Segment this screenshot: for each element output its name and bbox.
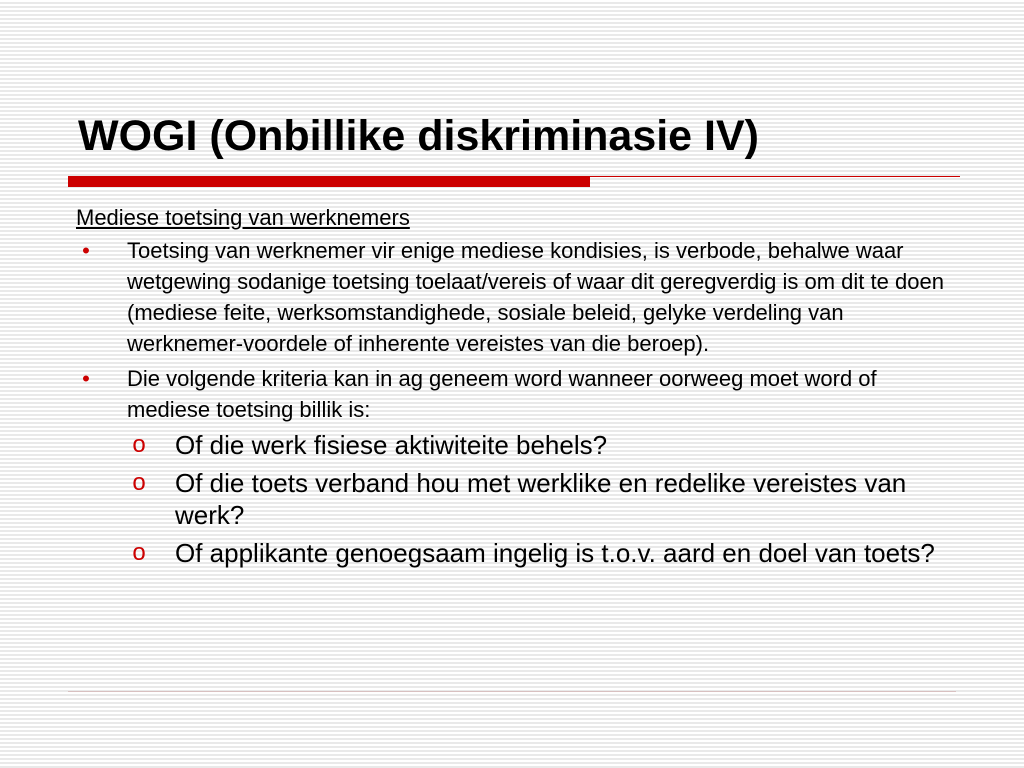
slide-title: WOGI (Onbillike diskriminasie IV) bbox=[78, 112, 759, 160]
bullet-text: Die volgende kriteria kan in ag geneem word wanneer oorweeg moet word of mediese toetsing billik is: bbox=[127, 366, 877, 422]
slide-body bbox=[76, 202, 956, 575]
sub-bullet-marker: o bbox=[132, 539, 146, 566]
bullet-item bbox=[76, 235, 956, 359]
sub-bullet-list bbox=[76, 429, 956, 569]
sub-bullet-item bbox=[76, 537, 956, 569]
sub-bullet-item bbox=[76, 429, 956, 461]
sub-bullet-marker: o bbox=[132, 469, 146, 496]
title-underline-thin bbox=[590, 176, 960, 177]
bullet-marker: • bbox=[82, 366, 90, 391]
sub-bullet-text: Of applikante genoegsaam ingelig is t.o.v. aard en doel van toets? bbox=[175, 538, 935, 568]
sub-bullet-item bbox=[76, 467, 956, 531]
bullet-marker: • bbox=[82, 238, 90, 263]
section-subheading: Mediese toetsing van werknemers bbox=[76, 205, 410, 230]
sub-bullet-text: Of die toets verband hou met werklike en redelike vereistes van werk? bbox=[175, 468, 907, 530]
footer-divider bbox=[68, 691, 956, 692]
sub-bullet-text: Of die werk fisiese aktiwiteite behels? bbox=[175, 430, 608, 460]
bullet-item bbox=[76, 363, 956, 425]
sub-bullet-marker: o bbox=[132, 431, 146, 458]
bullet-text: Toetsing van werknemer vir enige mediese kondisies, is verbode, behalwe waar wetgewing sodanige toetsing toelaat/vereis of waar dit geregverdig is om dit te doen (mediese feite, werksomstandighede, sosiale beleid, gelyke verdeling van werknemer-voordele of inherente vereistes van die beroep). bbox=[127, 238, 944, 356]
title-underline-thick bbox=[68, 176, 590, 187]
